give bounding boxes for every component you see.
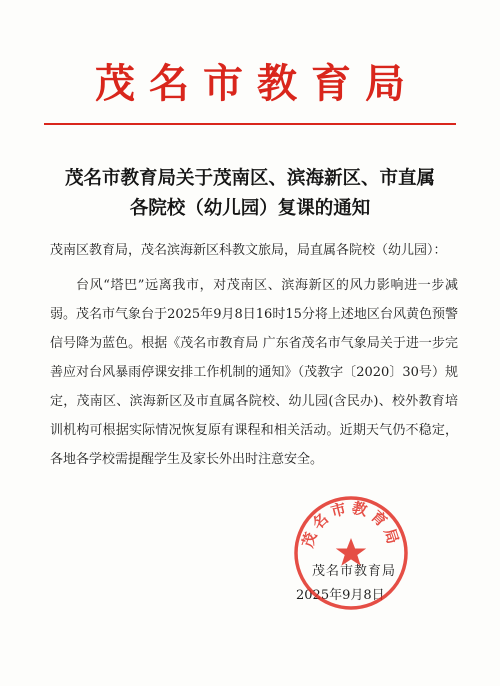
seal-star-icon: [336, 538, 366, 566]
signature-organization: 茂名市教育局: [312, 564, 397, 579]
notice-title: [50, 164, 450, 224]
official-seal-stamp: [292, 494, 410, 612]
body-paragraph: 台风“塔巴”远离我市，对茂南区、滨海新区的风力影响进一步减弱。茂名市气象台于2025年9月8日16时15分将上述地区台风黄色预警信号降为蓝色。根据《茂名市教育局 广东省茂名市气象局关于进一步完善应对台风暴雨停课安排工作机制的通知》（茂教字〔2020〕30号）规定，茂南区、滨海新区及市直属各院校、幼儿园(含民办)、校外教育培训机构可根据实际情况恢复原有课程和相关活动。近期天气仍不稳定，各地各学校需提醒学生及家长外出时注意安全。: [50, 278, 458, 467]
notice-title-line-2: 各院校（幼儿园）复课的通知: [129, 198, 371, 219]
notice-title-line-1: 茂名市教育局关于茂南区、滨海新区、市直属: [64, 168, 435, 189]
signature-date: 2025年9月8日: [296, 588, 385, 603]
letterhead-title: 茂名市教育局: [95, 60, 419, 107]
letterhead-red-rule: [44, 123, 456, 125]
notice-body: [50, 236, 458, 474]
salutation: 茂南区教育局，茂名滨海新区科教文旅局，局直属各院校（幼儿园）：: [50, 243, 447, 258]
seal-text: 茂名市教育局: [298, 498, 404, 550]
